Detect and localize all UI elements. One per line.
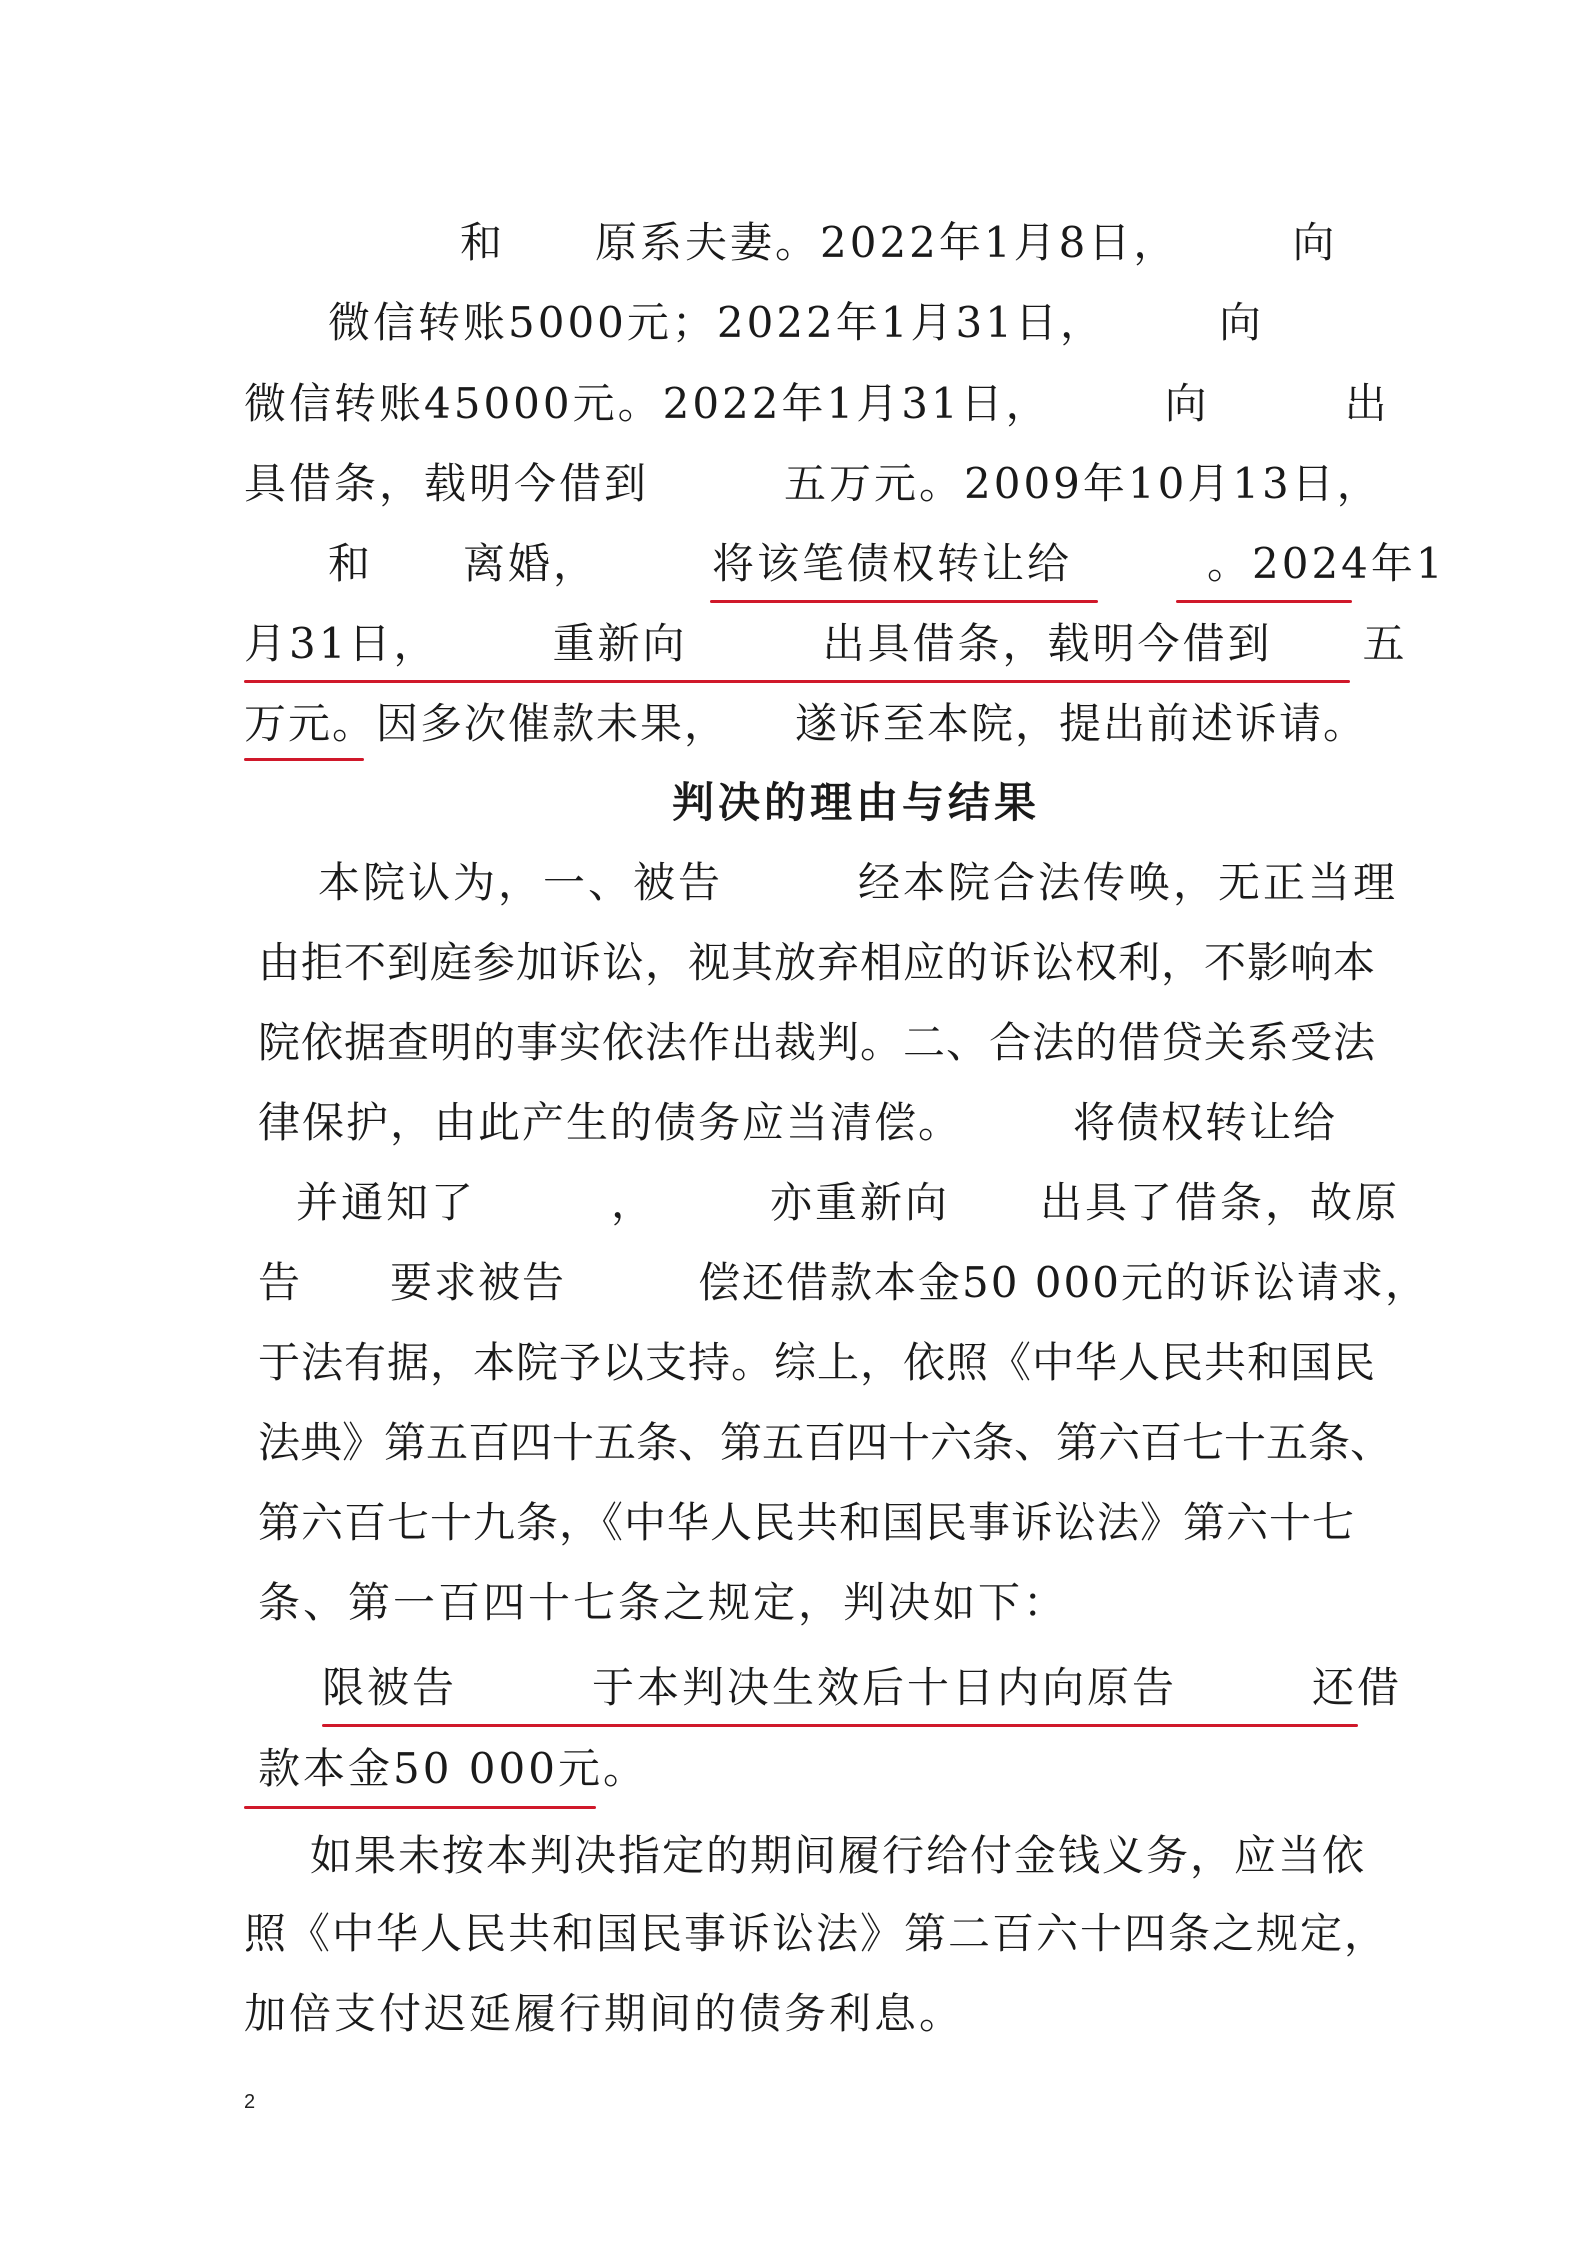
paragraph-line: 由拒不到庭参加诉讼，视其放弃相应的诉讼权利，不影响本: [258, 938, 1377, 987]
paragraph-line: 并通知了 ， 亦重新向 出具了借条，故原: [296, 1178, 1401, 1227]
paragraph-line: 于法有据，本院予以支持。综上，依照《中华人民共和国民: [258, 1338, 1377, 1387]
paragraph-line: 条、第一百四十七条之规定，判决如下：: [258, 1578, 1069, 1627]
paragraph-line: 法典》第五百四十五条、第五百四十六条、第六百七十五条、: [258, 1418, 1393, 1467]
page-number: 2: [244, 2091, 256, 2113]
section-heading: 判决的理由与结果: [672, 778, 1041, 827]
paragraph-line: 微信转账5000元；2022年1月31日， 向: [328, 298, 1264, 347]
highlight-underline: [244, 1806, 596, 1809]
paragraph-line: 和 原系夫妻。2022年1月8日， 向: [460, 218, 1338, 267]
paragraph-line: 款本金50 000元。: [258, 1744, 648, 1793]
paragraph-line: 第六百七十九条，《中华人民共和国民事诉讼法》第六十七: [258, 1498, 1356, 1547]
paragraph-line: 本院认为，一、被告 经本院合法传唤，无正当理: [318, 858, 1399, 907]
paragraph-line: 万元。因多次催款未果， 遂诉至本院，提出前述诉请。: [244, 699, 1368, 748]
paragraph-line: 告 要求被告 偿还借款本金50 000元的诉讼请求，: [258, 1258, 1429, 1307]
highlight-underline: [1176, 600, 1352, 603]
highlight-underline: [244, 758, 364, 761]
paragraph-line: 月31日， 重新向 出具借条，载明今借到 五: [244, 619, 1408, 668]
paragraph-line: 微信转账45000元。2022年1月31日， 向 出: [244, 379, 1390, 428]
paragraph-line: 限被告 于本判决生效后十日内向原告 还借: [322, 1663, 1403, 1712]
paragraph-line: 加倍支付迟延履行期间的债务利息。: [244, 1989, 965, 2038]
paragraph-line: 如果未按本判决指定的期间履行给付金钱义务，应当依: [310, 1831, 1367, 1880]
paragraph-line: 律保护，由此产生的债务应当清偿。 将债权转让给: [258, 1098, 1338, 1147]
highlight-underline: [710, 600, 1098, 603]
paragraph-line: 具借条，载明今借到 五万元。2009年10月13日，: [244, 459, 1382, 508]
paragraph-line: 照《中华人民共和国民事诉讼法》第二百六十四条之规定，: [244, 1909, 1389, 1958]
paragraph-line: 院依据查明的事实依法作出裁判。二、合法的借贷关系受法: [258, 1018, 1377, 1067]
highlight-underline: [322, 1724, 1358, 1727]
paragraph-line: 和 离婚， 将该笔债权转让给 。2024年1: [328, 539, 1446, 588]
highlight-underline: [244, 680, 1350, 683]
